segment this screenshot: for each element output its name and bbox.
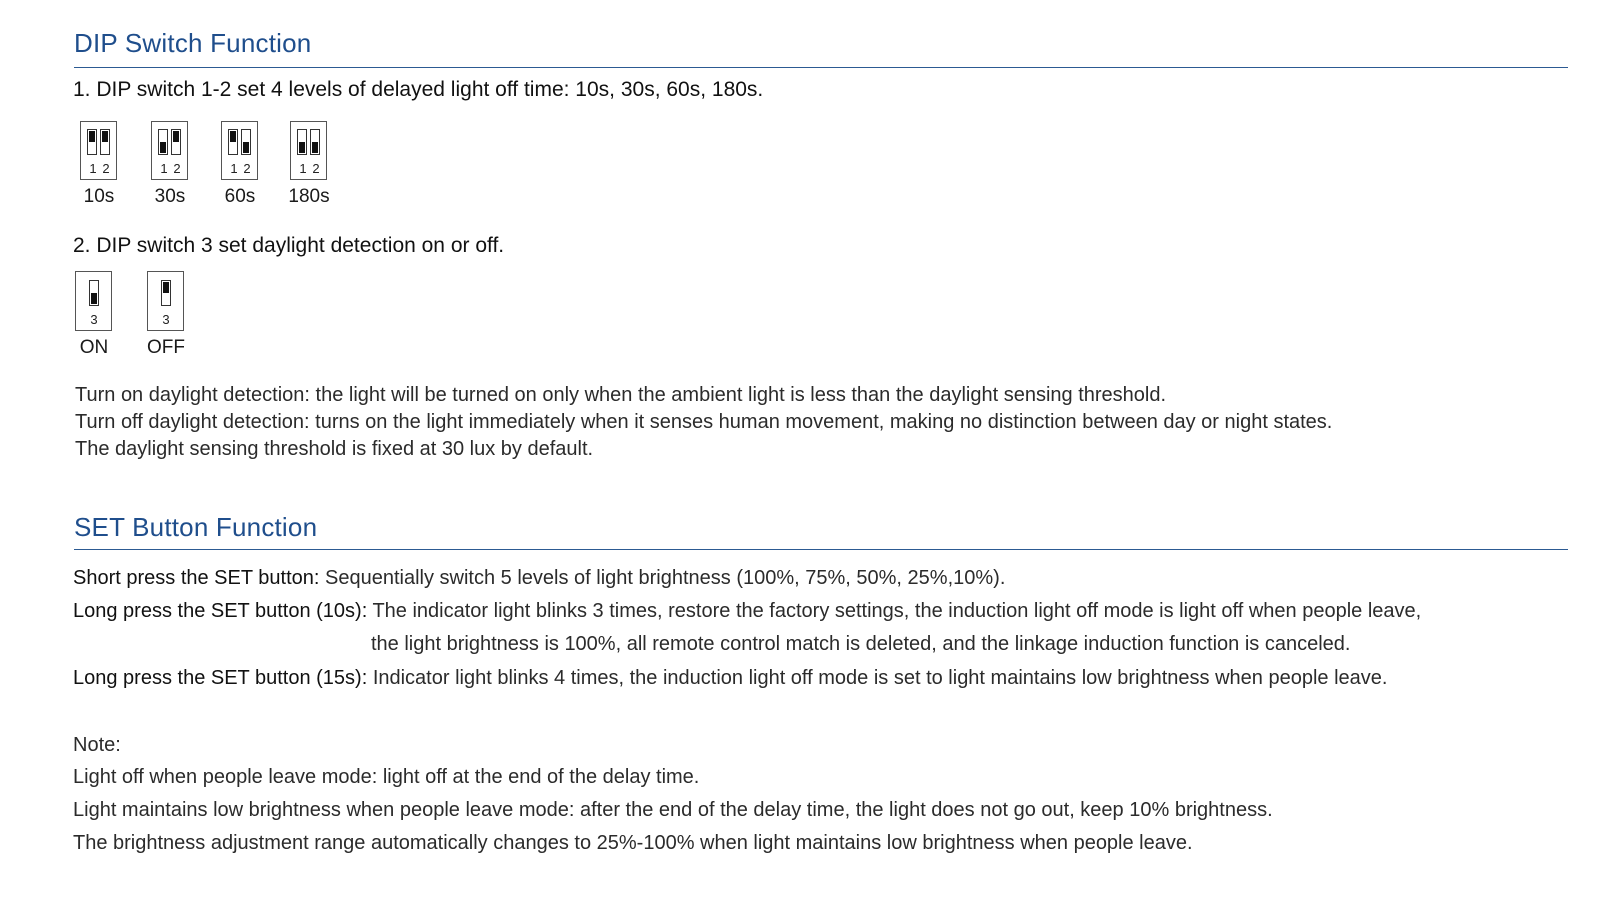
daylight-switch-off — [147, 271, 184, 331]
daylight-desc-on: Turn on daylight detection: the light will be turned on only when the ambient light is less than the daylight sensing threshold. — [75, 384, 1167, 406]
dip-knob — [312, 142, 318, 153]
daylight-desc-off: Turn off daylight detection: turns on the light immediately when it senses human movement, making no distinction between day or night states. — [75, 411, 1333, 433]
dip-slot-2 — [310, 129, 320, 155]
dip-switch-180s — [290, 121, 327, 180]
dip-slot-1 — [228, 129, 238, 155]
set-section-rule — [74, 549, 1568, 550]
short-press-row — [73, 567, 1005, 590]
dip-knob — [89, 131, 95, 142]
dip-knob — [160, 142, 166, 153]
dip-number: 2 — [173, 161, 181, 176]
dip-label: 180s — [288, 186, 330, 207]
long-press-10-label: Long press the SET button (10s): — [73, 600, 368, 622]
dip-knob — [91, 293, 97, 304]
daylight-label: ON — [79, 337, 109, 358]
daylight-switch-on — [75, 271, 112, 331]
dip-number: 3 — [90, 312, 98, 327]
dip-number: 1 — [89, 161, 97, 176]
dip-switch-30s — [151, 121, 188, 180]
dip-slot-3 — [89, 280, 99, 306]
dip-label: 30s — [154, 186, 186, 207]
dip-label: 60s — [224, 186, 256, 207]
dip-slot-2 — [171, 129, 181, 155]
note-title: Note: — [73, 734, 121, 756]
long-press-15-row — [73, 667, 1387, 690]
short-press-text: Sequentially switch 5 levels of light brightness (100%, 75%, 50%, 25%,10%). — [325, 567, 1006, 589]
dip-number: 1 — [299, 161, 307, 176]
dip-knob — [230, 131, 236, 142]
dip-knob — [243, 142, 249, 153]
note-line-3: The brightness adjustment range automatically changes to 25%-100% when light maintains low brightness when people leave. — [73, 832, 1193, 854]
short-press-label: Short press the SET button: — [73, 567, 320, 589]
dip-section-title: DIP Switch Function — [74, 28, 312, 58]
dip-knob — [102, 131, 108, 142]
dip-knob — [163, 282, 169, 293]
dip-item-2: 2. DIP switch 3 set daylight detection on or off. — [73, 234, 505, 257]
dip-switch-60s — [221, 121, 258, 180]
dip-number: 2 — [312, 161, 320, 176]
dip-slot-1 — [297, 129, 307, 155]
dip-slot-2 — [100, 129, 110, 155]
set-section-title: SET Button Function — [74, 512, 318, 542]
long-press-10-text-cont: the light brightness is 100%, all remote control match is deleted, and the linkage induction function is canceled. — [371, 633, 1351, 655]
note-line-1: Light off when people leave mode: light off at the end of the delay time. — [73, 766, 700, 788]
dip-label: 10s — [83, 186, 115, 207]
long-press-10-text: The indicator light blinks 3 times, restore the factory settings, the induction light off mode is light off when people leave, — [372, 600, 1422, 622]
dip-number: 2 — [102, 161, 110, 176]
long-press-10-row — [73, 600, 1421, 623]
dip-section-rule — [74, 67, 1568, 68]
dip-number: 3 — [162, 312, 170, 327]
long-press-15-text: Indicator light blinks 4 times, the induction light off mode is set to light maintains low brightness when people leave. — [372, 667, 1388, 689]
dip-slot-2 — [241, 129, 251, 155]
dip-item-1: 1. DIP switch 1-2 set 4 levels of delayed light off time: 10s, 30s, 60s, 180s. — [73, 78, 764, 101]
dip-number: 2 — [243, 161, 251, 176]
daylight-label: OFF — [147, 337, 185, 358]
dip-slot-3 — [161, 280, 171, 306]
note-line-2: Light maintains low brightness when people leave mode: after the end of the delay time, the light does not go out, keep 10% brightness. — [73, 799, 1273, 821]
dip-slot-1 — [87, 129, 97, 155]
dip-number: 1 — [230, 161, 238, 176]
dip-slot-1 — [158, 129, 168, 155]
long-press-15-label: Long press the SET button (15s): — [73, 667, 368, 689]
dip-number: 1 — [160, 161, 168, 176]
dip-knob — [173, 131, 179, 142]
dip-knob — [299, 142, 305, 153]
dip-switch-10s — [80, 121, 117, 180]
daylight-threshold: The daylight sensing threshold is fixed at 30 lux by default. — [75, 438, 594, 460]
